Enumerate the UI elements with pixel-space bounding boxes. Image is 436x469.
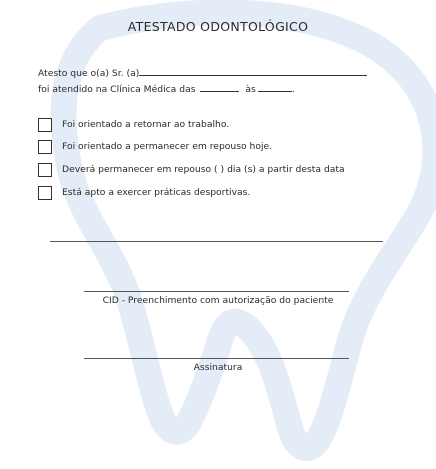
attest-line-patient [38,66,367,79]
option-label: Deverá permanecer em repouso ( ) dia (s) a partir desta data [62,164,345,175]
option-label: Está apto a exercer práticas desportivas. [62,187,251,198]
signature-caption: Assinatura [193,362,243,373]
checkbox-fit-for-sports[interactable] [38,186,52,200]
document-title: ATESTADO ODONTOLÓGICO [127,19,309,34]
option-return-to-work[interactable] [38,117,229,132]
attest-time-suffix: . [291,84,295,95]
option-rest-days[interactable] [38,162,345,177]
attest-time-between-label: às [245,84,256,95]
patient-name-field[interactable] [139,66,367,76]
time-from-field[interactable] [200,82,239,92]
checkbox-rest-days[interactable] [38,163,52,177]
attest-time-label: foi atendido na Clínica Médica das [38,84,196,95]
option-rest-today[interactable] [38,139,272,154]
attest-line-time [38,82,295,95]
checkbox-return-to-work[interactable] [38,118,52,132]
cid-line[interactable] [84,291,349,292]
time-to-field[interactable] [258,82,292,92]
cid-caption: CID - Preenchimento com autorização do paciente [102,295,334,306]
signature-line[interactable] [84,358,349,359]
checkbox-rest-today[interactable] [38,140,52,154]
attest-patient-label: Atesto que o(a) Sr. (a) [38,68,140,79]
option-label: Foi orientado a retornar ao trabalho. [62,119,230,130]
option-label: Foi orientado a permanecer em repouso hoje. [62,141,273,152]
observation-line[interactable] [50,241,383,242]
option-fit-for-sports[interactable] [38,185,250,200]
